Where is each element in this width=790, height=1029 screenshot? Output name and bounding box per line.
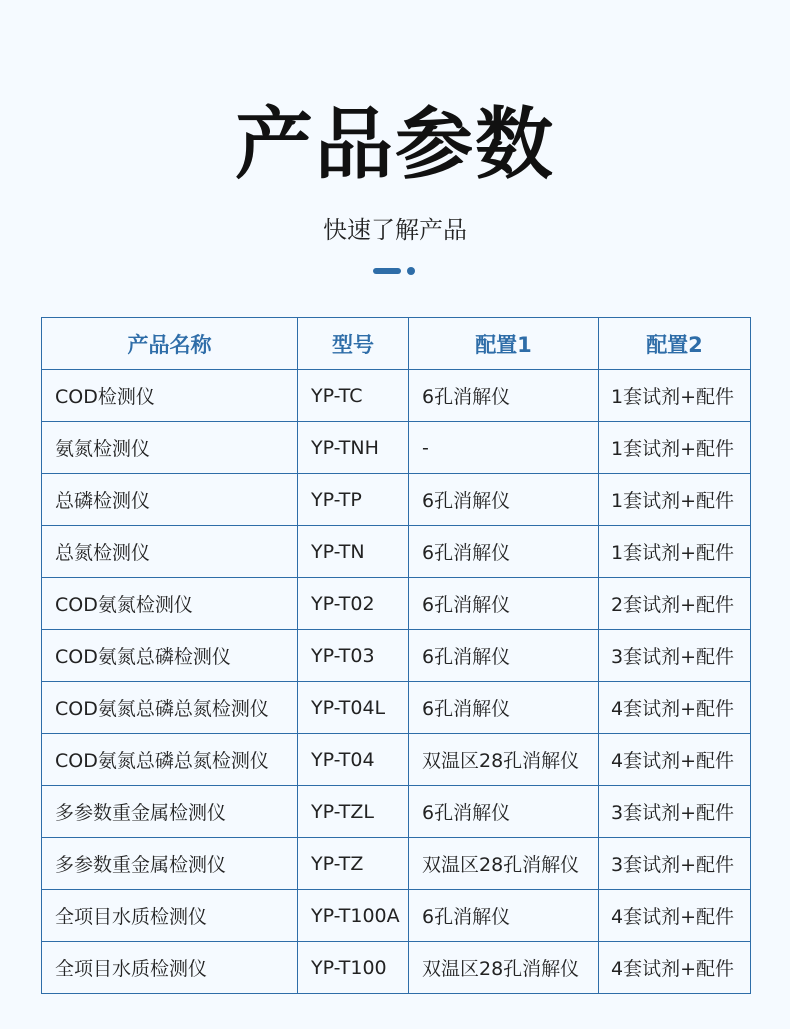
table-row <box>42 474 751 526</box>
product-name-cell: 总磷检测仪 <box>42 474 298 526</box>
config-1-cell: 6孔消解仪 <box>409 682 599 734</box>
table-row <box>42 786 751 838</box>
config-1-cell: 6孔消解仪 <box>409 474 599 526</box>
table-row <box>42 578 751 630</box>
model-cell: YP-TZ <box>298 838 409 890</box>
product-name-cell: 多参数重金属检测仪 <box>42 838 298 890</box>
table-row <box>42 942 751 994</box>
config-2-cell: 4套试剂+配件 <box>599 734 751 786</box>
config-1-cell: 6孔消解仪 <box>409 370 599 422</box>
product-name-cell: 氨氮检测仪 <box>42 422 298 474</box>
config-2-cell: 3套试剂+配件 <box>599 786 751 838</box>
config-2-cell: 4套试剂+配件 <box>599 890 751 942</box>
header-config-2: 配置2 <box>599 318 751 370</box>
product-name-cell: 总氮检测仪 <box>42 526 298 578</box>
product-name-cell: 全项目水质检测仪 <box>42 942 298 994</box>
model-cell: YP-T02 <box>298 578 409 630</box>
config-1-cell: 双温区28孔消解仪 <box>409 942 599 994</box>
decorative-divider <box>373 267 418 275</box>
product-name-cell: COD氨氮总磷总氮检测仪 <box>42 734 298 786</box>
table-row <box>42 838 751 890</box>
divider-bar <box>373 268 401 274</box>
header-model: 型号 <box>298 318 409 370</box>
page-subtitle: 快速了解产品 <box>323 216 467 244</box>
config-1-cell: 6孔消解仪 <box>409 890 599 942</box>
product-parameters-table <box>41 317 751 994</box>
model-cell: YP-TP <box>298 474 409 526</box>
table-row <box>42 526 751 578</box>
config-2-cell: 1套试剂+配件 <box>599 370 751 422</box>
model-cell: YP-TC <box>298 370 409 422</box>
config-2-cell: 1套试剂+配件 <box>599 422 751 474</box>
config-2-cell: 3套试剂+配件 <box>599 838 751 890</box>
header-product-name: 产品名称 <box>42 318 298 370</box>
model-cell: YP-TNH <box>298 422 409 474</box>
config-2-cell: 1套试剂+配件 <box>599 474 751 526</box>
table-row <box>42 734 751 786</box>
table-row <box>42 422 751 474</box>
model-cell: YP-T03 <box>298 630 409 682</box>
header-config-1: 配置1 <box>409 318 599 370</box>
config-1-cell: - <box>409 422 599 474</box>
model-cell: YP-T100 <box>298 942 409 994</box>
config-1-cell: 双温区28孔消解仪 <box>409 734 599 786</box>
product-name-cell: 全项目水质检测仪 <box>42 890 298 942</box>
config-1-cell: 6孔消解仪 <box>409 578 599 630</box>
config-1-cell: 6孔消解仪 <box>409 786 599 838</box>
config-2-cell: 3套试剂+配件 <box>599 630 751 682</box>
table-row <box>42 682 751 734</box>
model-cell: YP-TN <box>298 526 409 578</box>
product-name-cell: COD检测仪 <box>42 370 298 422</box>
config-1-cell: 6孔消解仪 <box>409 526 599 578</box>
table-header-row <box>42 318 751 370</box>
product-name-cell: 多参数重金属检测仪 <box>42 786 298 838</box>
config-2-cell: 4套试剂+配件 <box>599 942 751 994</box>
product-name-cell: COD氨氮检测仪 <box>42 578 298 630</box>
table-row <box>42 890 751 942</box>
product-name-cell: COD氨氮总磷检测仪 <box>42 630 298 682</box>
product-name-cell: COD氨氮总磷总氮检测仪 <box>42 682 298 734</box>
table-row <box>42 630 751 682</box>
config-1-cell: 双温区28孔消解仪 <box>409 838 599 890</box>
config-2-cell: 4套试剂+配件 <box>599 682 751 734</box>
divider-dot <box>407 267 415 275</box>
config-2-cell: 2套试剂+配件 <box>599 578 751 630</box>
page-title: 产品参数 <box>234 99 555 190</box>
config-2-cell: 1套试剂+配件 <box>599 526 751 578</box>
model-cell: YP-T04 <box>298 734 409 786</box>
model-cell: YP-T100A <box>298 890 409 942</box>
model-cell: YP-TZL <box>298 786 409 838</box>
config-1-cell: 6孔消解仪 <box>409 630 599 682</box>
table-row <box>42 370 751 422</box>
model-cell: YP-T04L <box>298 682 409 734</box>
